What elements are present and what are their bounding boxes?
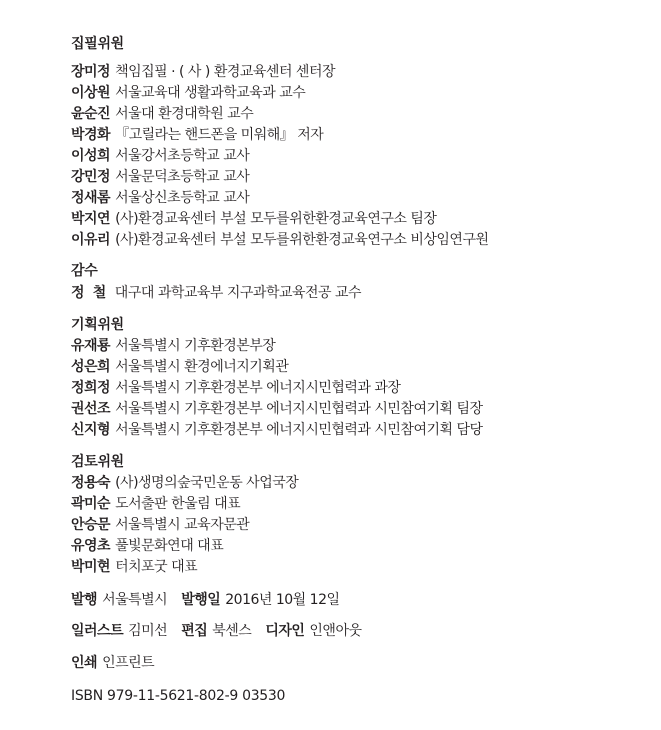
member-row <box>71 105 253 123</box>
member-name: 정희정 <box>71 380 111 396</box>
member-name: 유재룡 <box>71 338 111 354</box>
publisher-value: 서울특별시 <box>102 592 168 608</box>
member-role: 서울특별시 기후환경본부장 <box>115 338 276 354</box>
illustration-label: 일러스트 <box>71 623 124 639</box>
printing-label: 인쇄 <box>71 655 98 671</box>
publisher-label: 발행 <box>71 592 98 608</box>
member-row <box>71 421 483 439</box>
member-name: 정새롬 <box>71 190 111 206</box>
member-row <box>71 189 249 207</box>
member-role: 서울특별시 기후환경본부 에너지시민협력과 과장 <box>115 380 401 396</box>
member-name: 이유리 <box>71 232 111 248</box>
member-row <box>71 168 249 186</box>
member-role: 서울특별시 기후환경본부 에너지시민협력과 시민참여기획 팀장 <box>115 401 483 417</box>
member-role: 풀빛문화연대 대표 <box>115 538 224 554</box>
member-row <box>71 474 298 492</box>
member-row <box>71 284 361 302</box>
member-name: 윤순진 <box>71 106 111 122</box>
isbn-text: ISBN 979-11-5621-802-9 03530 <box>71 688 286 704</box>
member-role: 서울문덕초등학교 교사 <box>115 169 250 185</box>
member-row <box>71 147 249 165</box>
member-name: 장미정 <box>71 64 111 80</box>
publish-date-label: 발행일 <box>181 592 221 608</box>
member-row <box>71 210 436 228</box>
member-role: 터치포굿 대표 <box>115 559 198 575</box>
member-row <box>71 495 240 513</box>
member-role: (사)생명의숲국민운동 사업국장 <box>115 475 299 491</box>
member-name: 안승문 <box>71 517 111 533</box>
member-row <box>71 63 335 81</box>
member-row <box>71 126 323 144</box>
member-role: 도서출판 한울림 대표 <box>115 496 241 512</box>
member-name: 성은희 <box>71 359 111 375</box>
member-role: 서울특별시 교육자문관 <box>115 517 250 533</box>
member-name: 박미현 <box>71 559 111 575</box>
member-row <box>71 231 489 249</box>
editing-label: 편집 <box>181 623 208 639</box>
credits-line <box>71 622 376 640</box>
member-role: 책임집필 · ( 사 ) 환경교육센터 센터장 <box>115 64 335 80</box>
member-role: 서울상신초등학교 교사 <box>115 190 250 206</box>
publish-date-value: 2016년 10월 12일 <box>225 592 340 608</box>
member-role: 『고릴라는 핸드폰을 미워해』 저자 <box>115 127 324 143</box>
section-title-reviewers: 검토위원 <box>71 454 124 470</box>
member-row <box>71 516 249 534</box>
member-row <box>71 84 305 102</box>
member-name: 정용숙 <box>71 475 111 491</box>
member-name: 강민정 <box>71 169 111 185</box>
member-name: 권선조 <box>71 401 111 417</box>
section-title-review: 감수 <box>71 263 98 279</box>
member-row <box>71 400 483 418</box>
member-role: (사)환경교육센터 부설 모두를위한환경교육연구소 비상임연구원 <box>115 232 489 248</box>
member-role: 서울대 환경대학원 교수 <box>115 106 254 122</box>
member-name: 유영초 <box>71 538 111 554</box>
member-row <box>71 379 400 397</box>
publication-line <box>71 591 354 609</box>
member-name: 정 철 <box>71 285 106 301</box>
illustration-value: 김미선 <box>128 623 168 639</box>
member-role: 서울특별시 환경에너지기획관 <box>115 359 289 375</box>
member-name: 이상원 <box>71 85 111 101</box>
design-label: 디자인 <box>265 623 305 639</box>
printing-line <box>71 654 168 672</box>
member-name: 박경화 <box>71 127 111 143</box>
member-role: (사)환경교육센터 부설 모두를위한환경교육연구소 팀장 <box>115 211 437 227</box>
member-row <box>71 558 197 576</box>
member-name: 이성희 <box>71 148 111 164</box>
member-role: 서울강서초등학교 교사 <box>115 148 250 164</box>
member-row <box>71 337 275 355</box>
member-name: 곽미순 <box>71 496 111 512</box>
printing-value: 인프린트 <box>102 655 155 671</box>
section-title-planning: 기획위원 <box>71 317 124 333</box>
member-role: 서울교육대 생활과학교육과 교수 <box>115 85 306 101</box>
section-title-writers: 집필위원 <box>71 36 124 52</box>
member-name: 신지형 <box>71 422 111 438</box>
design-value: 인앤아웃 <box>309 623 362 639</box>
member-role: 서울특별시 기후환경본부 에너지시민협력과 시민참여기획 담당 <box>115 422 483 438</box>
member-role: 대구대 과학교육부 지구과학교육전공 교수 <box>114 285 362 301</box>
editing-value: 북센스 <box>212 623 252 639</box>
member-row <box>71 358 288 376</box>
member-row <box>71 537 223 555</box>
member-name: 박지연 <box>71 211 111 227</box>
